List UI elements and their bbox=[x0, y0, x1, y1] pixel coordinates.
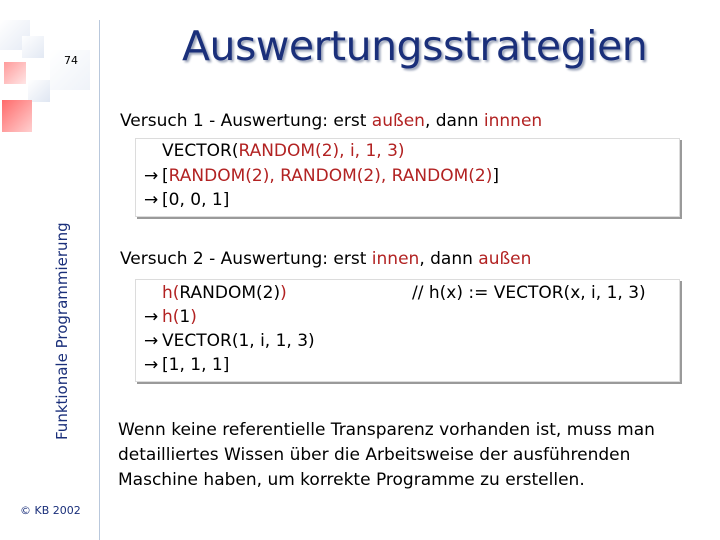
versuch1-line2-close: ] bbox=[492, 166, 499, 186]
versuch1-heading-outer: außen bbox=[371, 111, 425, 131]
versuch1-heading-inner: innnen bbox=[483, 111, 543, 131]
versuch2-heading-prefix: Versuch 2 - Auswertung: erst bbox=[120, 249, 372, 269]
versuch2-line2-arg: 1 bbox=[179, 307, 191, 327]
vertical-course-title: Funktionale Programmierung bbox=[53, 222, 71, 440]
versuch1-line2-open: [ bbox=[162, 166, 169, 186]
versuch2-heading-inner: innen bbox=[371, 249, 420, 269]
slide-title: Auswertungsstrategien bbox=[182, 22, 648, 70]
versuch2-line3 bbox=[144, 331, 315, 351]
versuch2-line4 bbox=[144, 355, 229, 375]
versuch1-line1-outer: VECTOR( bbox=[162, 141, 239, 161]
versuch2-line2-close: ) bbox=[190, 307, 197, 327]
copyright-notice: © KB 2002 bbox=[20, 504, 81, 517]
versuch2-heading-mid: , dann bbox=[419, 249, 479, 269]
versuch1-line2 bbox=[144, 166, 499, 186]
versuch1-line3-result: [0, 0, 1] bbox=[162, 190, 230, 210]
versuch2-heading-outer: außen bbox=[478, 249, 532, 269]
versuch2-line1-arg: RANDOM(2) bbox=[179, 283, 281, 303]
sidebar-divider bbox=[99, 20, 100, 540]
arrow-right-icon: → bbox=[144, 166, 159, 186]
versuch1-line1-args: RANDOM(2), i, 1, 3) bbox=[238, 141, 405, 161]
versuch2-comment: // h(x) := VECTOR(x, i, 1, 3) bbox=[412, 283, 646, 303]
versuch1-heading-prefix: Versuch 1 - Auswertung: erst bbox=[120, 111, 372, 131]
versuch2-line2-fn: h( bbox=[162, 307, 180, 327]
versuch2-line3-expr: VECTOR(1, i, 1, 3) bbox=[162, 331, 315, 351]
conclusion-paragraph: Wenn keine referentielle Transparenz vorhanden ist, muss man detailliertes Wissen über die Arbeitsweise der ausführenden Maschine haben, um korrekte Programme zu erstellen. bbox=[118, 420, 655, 490]
versuch1-heading bbox=[120, 111, 542, 131]
versuch2-heading bbox=[120, 249, 531, 269]
versuch1-heading-mid: , dann bbox=[424, 111, 484, 131]
arrow-right-icon: → bbox=[144, 190, 159, 210]
versuch1-line1 bbox=[162, 141, 405, 161]
versuch1-line3 bbox=[144, 190, 229, 210]
arrow-right-icon: → bbox=[144, 307, 159, 327]
versuch2-line1-fn: h( bbox=[162, 283, 180, 303]
page-number: 74 bbox=[64, 54, 78, 67]
versuch1-line2-elements: RANDOM(2), RANDOM(2), RANDOM(2) bbox=[168, 166, 493, 186]
versuch2-line1 bbox=[162, 283, 287, 303]
decorative-squares-graphic bbox=[0, 0, 100, 135]
sidebar bbox=[0, 0, 100, 540]
versuch2-line1-close: ) bbox=[280, 283, 287, 303]
versuch2-line2 bbox=[144, 307, 197, 327]
arrow-right-icon: → bbox=[144, 355, 159, 375]
versuch2-line4-result: [1, 1, 1] bbox=[162, 355, 230, 375]
arrow-right-icon: → bbox=[144, 331, 159, 351]
